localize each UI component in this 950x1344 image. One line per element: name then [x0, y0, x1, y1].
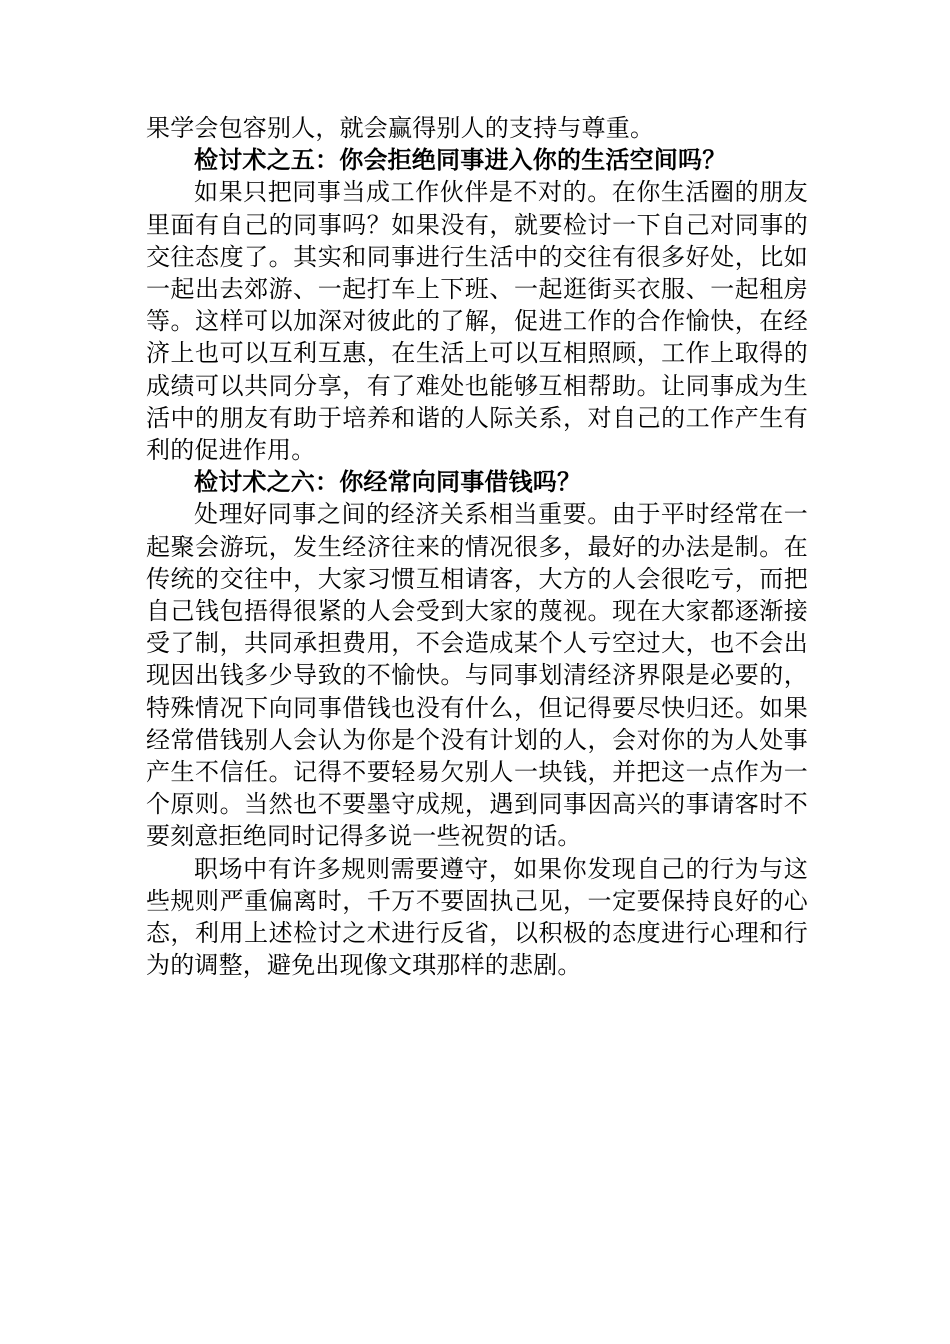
section-heading-six: 检讨术之六：你经常向同事借钱吗？ [194, 467, 582, 497]
paragraph-six: 处理好同事之间的经济关系相当重要。由于平时经常在一起聚会游玩，发生经济往来的情况很多，最好的办法是制。在传统的交往中，大家习惯互相请客，大方的人会很吃亏，而把自己钱包捂得很紧的人会受到大家的蔑视。现在大家都逐渐接受了制，共同承担费用，不会造成某个人亏空过大，也不会出现因出钱多少导致的不愉快。与同事划清经济界限是必要的，特殊情况下向同事借钱也没有什么，但记得要尽快归还。如果经常借钱别人会认为你是个没有计划的人，会对你的为人处事产生不信任。记得不要轻易欠别人一块钱，并把这一点作为一个原则。当然也不要墨守成规，遇到同事因高兴的事请客时不要刻意拒绝同时记得多说一些祝贺的话。 [146, 500, 808, 851]
section-heading-five: 检讨术之五：你会拒绝同事进入你的生活空间吗？ [194, 145, 727, 175]
paragraph-five: 如果只把同事当成工作伙伴是不对的。在你生活圈的朋友里面有自己的同事吗？如果没有，就要检讨一下自己对同事的交往态度了。其实和同事进行生活中的交往有很多好处，比如一起出去郊游、一起打车上下班、一起逛街买衣服、一起租房等。这样可以加深对彼此的了解，促进工作的合作愉快，在经济上也可以互利互惠，在生活上可以互相照顾，工作上取得的成绩可以共同分享，有了难处也能够互相帮助。让同事成为生活中的朋友有助于培养和谐的人际关系，对自己的工作产生有利的促进作用。 [146, 178, 808, 465]
paragraph-continuation: 果学会包容别人，就会赢得别人的支持与尊重。 [146, 114, 655, 142]
document-body [146, 112, 808, 981]
paragraph-conclusion: 职场中有许多规则需要遵守，如果你发现自己的行为与这些规则严重偏离时，千万不要固执己见，一定要保持良好的心态，利用上述检讨之术进行反省，以积极的态度进行心理和行为的调整，避免出现像文琪那样的悲剧。 [146, 854, 808, 980]
